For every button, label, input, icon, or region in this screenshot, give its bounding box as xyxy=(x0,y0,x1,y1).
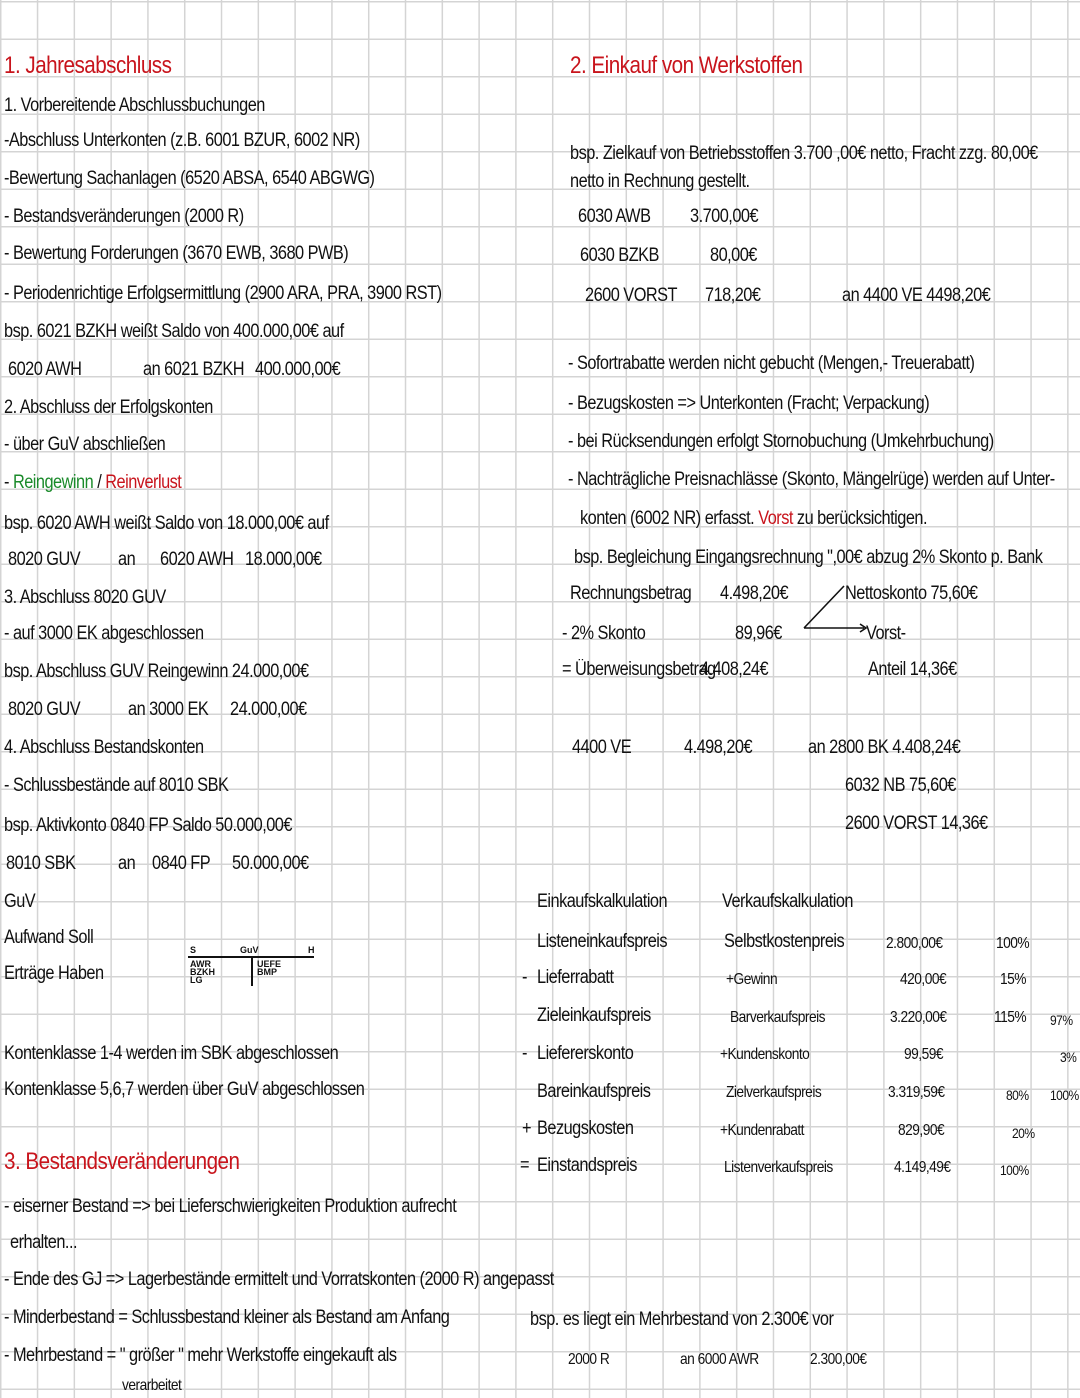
ek-op: - xyxy=(522,1043,527,1064)
vk-label: Listenverkaufspreis xyxy=(724,1159,833,1176)
booking-an: an xyxy=(118,853,136,874)
ek-row: Zieleinkaufspreis xyxy=(537,1005,651,1026)
list-item: - auf 3000 EK abgeschlossen xyxy=(4,623,204,644)
example-text: bsp. Begleichung Eingangsrechnung ",00€ abzug 2% Skonto p. Bank xyxy=(574,547,1043,568)
vorst-anteil: Anteil 14,36€ xyxy=(868,659,957,680)
booking-credit: an 2800 BK 4.408,24€ xyxy=(808,737,961,758)
example-text: bsp. Zielkauf von Betriebsstoffen 3.700 ,00€ netto, Fracht zzg. 80,00€ xyxy=(570,143,1038,164)
calc-label: = Überweisungsbetrag xyxy=(562,659,716,680)
guv-t-account xyxy=(188,946,314,986)
ek-title: Einkaufskalkulation xyxy=(537,891,668,912)
vk-value: 99,59€ xyxy=(904,1046,943,1063)
t-account-haben: H xyxy=(308,945,315,955)
subheading: 1. Vorbereitende Abschlussbuchungen xyxy=(4,95,265,116)
list-item: -Bewertung Sachanlagen (6520 ABSA, 6540 ABGWG) xyxy=(4,168,375,189)
booking-account: 2600 VORST xyxy=(585,285,678,306)
booking-debit: 8020 GUV xyxy=(8,699,81,720)
dash: - xyxy=(4,472,13,493)
nettoskonto: Nettoskonto 75,60€ xyxy=(845,583,978,604)
vk-percent: 115% xyxy=(994,1009,1027,1026)
t-account-title: GuV xyxy=(240,945,259,955)
section-title-bestandsveraenderungen: 3. Bestandsveränderungen xyxy=(4,1148,240,1175)
vk-percent-2: 100% xyxy=(1050,1087,1079,1103)
ek-row: Lieferrabatt xyxy=(537,967,614,988)
list-item: - Bestandsveränderungen (2000 R) xyxy=(4,206,244,227)
booking-an: an xyxy=(118,549,136,570)
example-text: bsp. es liegt ein Mehrbestand von 2.300€ vor xyxy=(530,1309,834,1330)
calc-label: - 2% Skonto xyxy=(562,623,646,644)
list-item: - Minderbestand = Schlussbestand kleiner als Bestand am Anfang xyxy=(4,1307,450,1328)
booking-debit: 8020 GUV xyxy=(8,549,81,570)
booking-account: 6030 AWB xyxy=(578,206,651,227)
subheading: 4. Abschluss Bestandskonten xyxy=(4,737,204,758)
ek-op: = xyxy=(520,1155,530,1176)
booking-amount: 18.000,00€ xyxy=(245,549,322,570)
booking-amount: 3.700,00€ xyxy=(690,206,759,227)
vk-value: 829,90€ xyxy=(898,1122,945,1139)
vk-value: 420,00€ xyxy=(900,971,947,988)
reingewinn-label: Reingewinn xyxy=(12,472,94,493)
vorst-highlight: Vorst xyxy=(758,508,793,529)
vorst-label: Vorst- xyxy=(866,623,906,644)
t-account-soll: S xyxy=(190,945,197,955)
vk-value: 3.220,00€ xyxy=(890,1009,947,1026)
booking-amount: 718,20€ xyxy=(705,285,761,306)
section-title-einkauf: 2. Einkauf von Werkstoffen xyxy=(570,52,803,79)
ek-row: Bareinkaufspreis xyxy=(537,1081,651,1102)
t-account-credit-item: BMP xyxy=(257,967,277,977)
guv-line: Erträge Haben xyxy=(4,963,104,984)
vk-percent: 20% xyxy=(1012,1125,1035,1141)
t-account-debit-item: AWR xyxy=(190,959,211,969)
vk-percent: 15% xyxy=(1000,971,1027,988)
vk-label: +Gewinn xyxy=(726,971,778,988)
ek-row: Einstandspreis xyxy=(537,1155,637,1176)
list-item: - Periodenrichtige Erfolgsermittlung (2900 ARA, PRA, 3900 RST) xyxy=(4,283,442,304)
vk-label: +Kundenskonto xyxy=(720,1046,810,1063)
list-item: - eiserner Bestand => bei Lieferschwierigkeiten Produktion aufrecht xyxy=(4,1196,457,1217)
list-item: -Abschluss Unterkonten (z.B. 6001 BZUR, 6002 NR) xyxy=(4,130,360,151)
vk-title: Verkaufskalkulation xyxy=(722,891,853,912)
example-text: bsp. 6020 AWH weißt Saldo von 18.000,00€ auf xyxy=(4,513,329,534)
vk-percent-2: 97% xyxy=(1050,1012,1073,1028)
ek-row: Listeneinkaufspreis xyxy=(537,931,668,952)
t-account-debit-item: LG xyxy=(190,975,203,985)
vk-label: +Kundenrabatt xyxy=(720,1122,804,1139)
note-text: zu berücksichtigen. xyxy=(792,508,927,529)
booking-debit: 6020 AWH xyxy=(8,359,82,380)
example-text: bsp. 6021 BZKH weißt Saldo von 400.000,00€ auf xyxy=(4,321,344,342)
list-item: erhalten... xyxy=(10,1232,77,1253)
note-item: - Bezugskosten => Unterkonten (Fracht; Verpackung) xyxy=(568,393,930,414)
ek-op: - xyxy=(522,967,527,988)
list-item: verarbeitet xyxy=(122,1377,182,1394)
subheading: 3. Abschluss 8020 GUV xyxy=(4,587,166,608)
note-item: - bei Rücksendungen erfolgt Stornobuchung (Umkehrbuchung) xyxy=(568,431,994,452)
ek-row: Bezugskosten xyxy=(537,1118,634,1139)
class-note: Kontenklasse 1-4 werden im SBK abgeschlossen xyxy=(4,1043,339,1064)
booking-credit: an 6000 AWR xyxy=(680,1351,759,1368)
calc-value: 4.408,24€ xyxy=(700,659,769,680)
t-account-credit-item: UEFE xyxy=(257,959,282,969)
booking-credit: an 6021 BZKH xyxy=(143,359,244,380)
booking-credit: 2600 VORST 14,36€ xyxy=(845,813,988,834)
booking-credit: 6020 AWH xyxy=(160,549,234,570)
booking-amount: 50.000,00€ xyxy=(232,853,309,874)
vk-label: Barverkaufspreis xyxy=(730,1009,825,1026)
example-text: bsp. Aktivkonto 0840 FP Saldo 50.000,00€ xyxy=(4,815,292,836)
booking-credit: 6032 NB 75,60€ xyxy=(845,775,956,796)
booking-account: 6030 BZKB xyxy=(580,245,659,266)
t-account-debit-item: BZKH xyxy=(190,967,215,977)
vk-value: 3.319,59€ xyxy=(888,1084,945,1101)
reinverlust-label: Reinverlust xyxy=(105,472,182,493)
list-item: - über GuV abschließen xyxy=(4,434,166,455)
note-item: - Sofortrabatte werden nicht gebucht (Mengen,- Treuerabatt) xyxy=(568,353,975,374)
note-text: konten (6002 NR) erfasst. xyxy=(580,508,759,529)
vk-value: 4.149,49€ xyxy=(894,1159,951,1176)
booking-amount: 24.000,00€ xyxy=(230,699,307,720)
gain-loss-line xyxy=(4,471,181,495)
vk-label: Selbstkostenpreis xyxy=(724,931,845,952)
vk-label: Zielverkaufspreis xyxy=(726,1084,822,1101)
ek-op: + xyxy=(522,1118,532,1139)
booking-credit: an 3000 EK xyxy=(128,699,209,720)
list-item: - Mehrbestand = " größer " mehr Werkstoffe eingekauft als xyxy=(4,1345,397,1366)
vk-value: 2.800,00€ xyxy=(886,935,943,952)
vk-percent: 100% xyxy=(996,935,1030,952)
booking-debit: 2000 R xyxy=(568,1351,610,1368)
vk-percent-2: 3% xyxy=(1060,1049,1077,1065)
vk-percent: 100% xyxy=(1000,1162,1029,1178)
booking-debit: 8010 SBK xyxy=(6,853,76,874)
booking-credit: an 4400 VE 4498,20€ xyxy=(842,285,991,306)
note-item xyxy=(580,507,927,531)
calc-label: Rechnungsbetrag xyxy=(570,583,692,604)
t-account-vertical-line xyxy=(251,956,253,986)
guv-title: GuV xyxy=(4,891,36,912)
guv-line: Aufwand Soll xyxy=(4,927,94,948)
list-item: - Bewertung Forderungen (3670 EWB, 3680 PWB) xyxy=(4,243,349,264)
booking-amount: 2.300,00€ xyxy=(810,1351,867,1368)
class-note: Kontenklasse 5,6,7 werden über GuV abgeschlossen xyxy=(4,1079,365,1100)
list-item: - Ende des GJ => Lagerbestände ermittelt und Vorratskonten (2000 R) angepasst xyxy=(4,1269,554,1290)
example-text: bsp. Abschluss GUV Reingewinn 24.000,00€ xyxy=(4,661,309,682)
booking-credit: 0840 FP xyxy=(152,853,211,874)
note-item: - Nachträgliche Preisnachlässe (Skonto, Mängelrüge) werden auf Unter- xyxy=(568,469,1055,490)
list-item: - Schlussbestände auf 8010 SBK xyxy=(4,775,229,796)
booking-amount: 80,00€ xyxy=(710,245,757,266)
booking-debit: 4400 VE xyxy=(572,737,632,758)
booking-amount: 4.498,20€ xyxy=(684,737,753,758)
booking-amount: 400.000,00€ xyxy=(255,359,341,380)
calc-value: 4.498,20€ xyxy=(720,583,789,604)
subheading: 2. Abschluss der Erfolgskonten xyxy=(4,397,213,418)
vk-percent: 80% xyxy=(1006,1087,1029,1103)
example-text: netto in Rechnung gestellt. xyxy=(570,171,750,192)
ek-row: Liefererskonto xyxy=(537,1043,634,1064)
slash: / xyxy=(93,472,106,493)
section-title-jahresabschluss: 1. Jahresabschluss xyxy=(4,52,172,79)
calc-value: 89,96€ xyxy=(735,623,782,644)
